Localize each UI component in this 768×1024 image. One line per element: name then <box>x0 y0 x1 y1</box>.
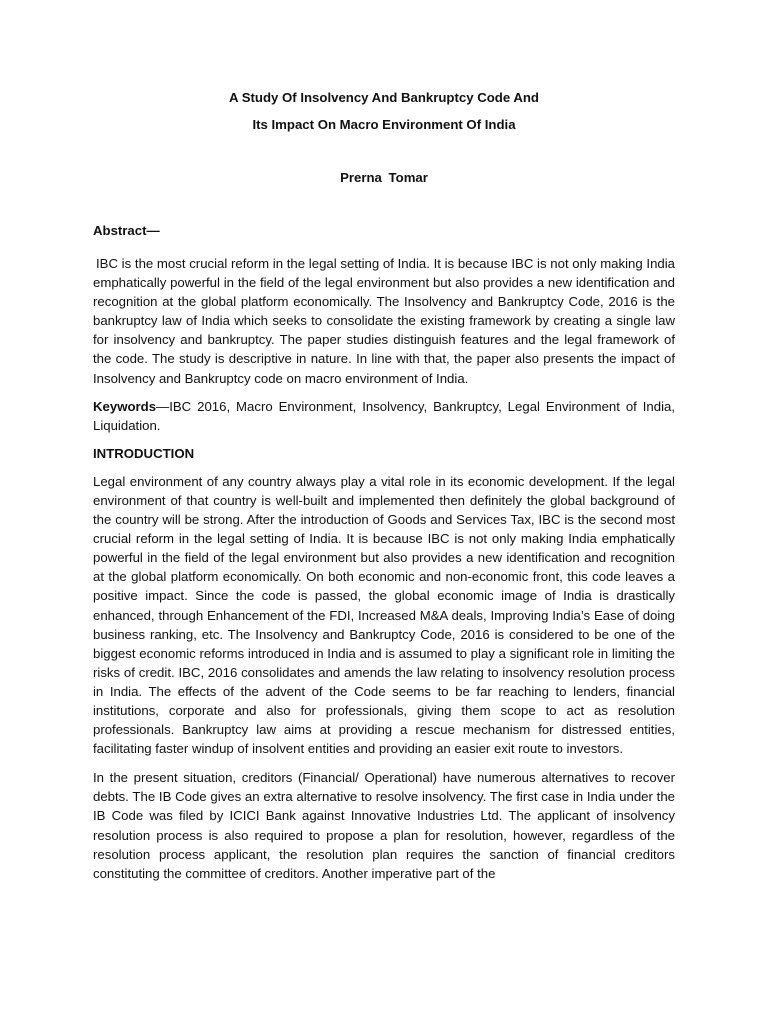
author-name: Prerna Tomar <box>340 170 428 185</box>
document-content <box>93 89 675 883</box>
keywords-paragraph <box>93 397 675 435</box>
keywords-text: —IBC 2016, Macro Environment, Insolvency, Bankruptcy, Legal Environment of India, Liquidation. <box>93 398 675 433</box>
keywords-label: Keywords <box>93 398 157 414</box>
introduction-paragraph-1: Legal environment of any country always play a vital role in its economic development. If the legal environment of that country is well-built and implemented then definitely the global background of the country will be strong. After the introduction of Goods and Services Tax, IBC is the second most crucial reform in the legal setting of India. It is because IBC is not only making India emphatically powerful in the field of the legal environment but also provides a new identification and recognition at the global platform economically. On both economic and non-economic front, this code leaves a positive impact. Since the code is passed, the global economic image of India is drastically enhanced, through Enhancement of the FDI, Increased M&A deals, Improving India’s Ease of doing business ranking, etc. The Insolvency and Bankruptcy Code, 2016 is considered to be one of the biggest economic reforms introduced in India and is assumed to play a significant role in limiting the risks of credit. IBC, 2016 consolidates and amends the law relating to insolvency resolution process in India. The effects of the advent of the Code seems to be far reaching to lenders, financial institutions, corporate and also for professionals, giving them scope to act as resolution professionals. Bankruptcy law aims at providing a rescue mechanism for distressed entities, facilitating faster windup of insolvent entities and providing an easier exit route to investors. <box>93 473 675 757</box>
title-line-1: A Study Of Insolvency And Bankruptcy Code And <box>229 90 539 105</box>
introduction-heading: INTRODUCTION <box>93 445 195 461</box>
abstract-heading: Abstract— <box>93 223 160 238</box>
title-line-2: Its Impact On Macro Environment Of India <box>252 117 516 132</box>
introduction-paragraph-2: In the present situation, creditors (Financial/ Operational) have numerous alternatives to recover debts. The IB Code gives an extra alternative to resolve insolvency. The first case in India under the IB Code was filed by ICICI Bank against Innovative Industries Ltd. The applicant of insolvency resolution process is also required to propose a plan for resolution, however, regardless of the resolution process applicant, the resolution plan requires the sanction of financial creditors constituting the committee of creditors. Another imperative part of the <box>93 770 675 881</box>
abstract-text: IBC is the most crucial reform in the legal setting of India. It is because IBC is not only making India emphatically powerful in the field of the legal environment but also provides a new identification and recognition at the global platform economically. The Insolvency and Bankruptcy Code, 2016 is the bankruptcy law of India which seeks to consolidate the existing framework by creating a single law for insolvency and bankruptcy. The paper studies distinguish features and the legal framework of the code. The study is descriptive in nature. In line with that, the paper also presents the impact of Insolvency and Bankruptcy code on macro environment of India. <box>93 256 675 386</box>
